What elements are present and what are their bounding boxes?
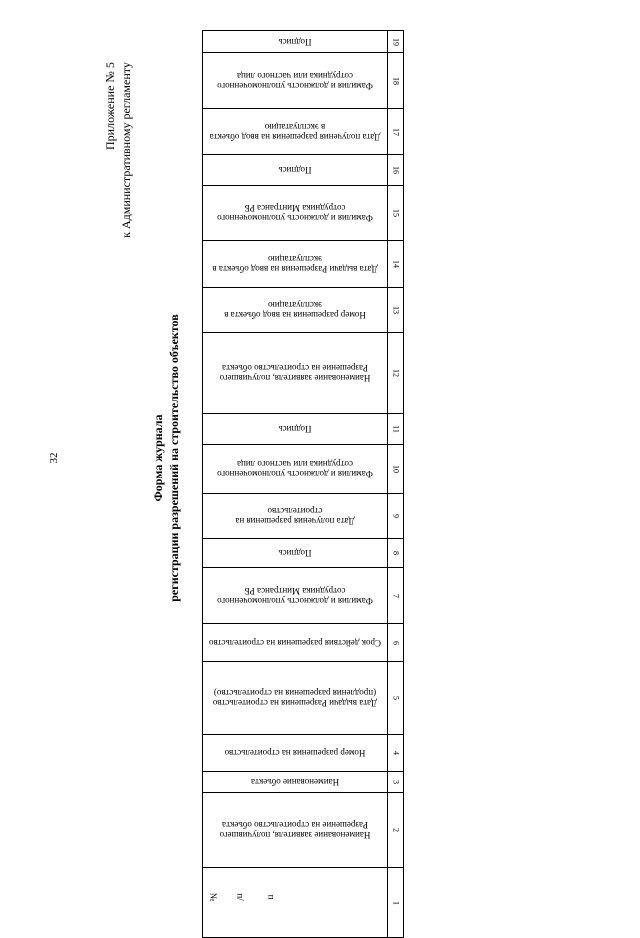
column-number: 16 [388,155,404,186]
column-number: 18 [388,53,404,109]
table-row [203,31,404,53]
column-number: 5 [388,662,404,735]
header-cell: Фамилия и должность уполномоченного сотрудника или частного лица [203,445,388,494]
header-cell: Фамилия и должность уполномоченного сотрудника Минтранса РБ [203,568,388,624]
number-column-header: № п/ п [208,892,277,902]
header-cell: Срок действия разрешения на строительство [203,624,388,662]
page-number: 32 [48,452,60,464]
table-row [203,568,404,624]
table-row [203,241,404,288]
header-cell: Номер разрешения на строительство [203,735,388,772]
table-row [203,624,404,662]
header-cell: Фамилия и должность уполномоченного сотрудника или частного лица [203,53,388,109]
column-number: 8 [388,539,404,568]
column-number: 1 [388,868,404,938]
appendix-line-2: к Административному регламенту [119,62,133,238]
column-number: 7 [388,568,404,624]
form-title-line-1: Форма журнала [151,414,165,502]
column-number: 12 [388,333,404,414]
table-row [203,868,404,938]
table-row [203,414,404,445]
table-row [203,53,404,109]
journal-table-wrap [202,30,403,905]
form-title-line-2: регистрации разрешений на строительство объектов [167,314,181,602]
table-row [203,288,404,333]
column-number: 17 [388,109,404,155]
column-number: 10 [388,445,404,494]
appendix-line-1: Приложение № 5 [103,62,117,151]
column-number: 6 [388,624,404,662]
column-number: 2 [388,793,404,868]
header-cell: Подпись [203,31,388,53]
table-row [203,186,404,241]
header-cell: Фамилия и должность уполномоченного сотрудника Минтранса РБ [203,186,388,241]
header-cell: Подпись [203,414,388,445]
column-number: 15 [388,186,404,241]
column-number: 9 [388,494,404,539]
table-row [203,155,404,186]
table-row [203,735,404,772]
column-number: 11 [388,414,404,445]
column-number: 19 [388,31,404,53]
table-row [203,494,404,539]
header-cell: Номер разрешения на ввод объекта в эксплуатацию [203,288,388,333]
header-cell: Дата получения разрешения на ввод объекта в эксплуатацию [203,109,388,155]
header-cell: Подпись [203,539,388,568]
header-cell: Наименование заявителя, получившего Разрешение на строительство объекта [203,793,388,868]
table-row [203,445,404,494]
table-row [203,109,404,155]
header-cell: Дата выдачи Разрешения на ввод объекта в эксплуатацию [203,241,388,288]
column-number: 13 [388,288,404,333]
column-number: 3 [388,772,404,793]
table-row [203,539,404,568]
header-cell [203,868,388,938]
journal-table [202,30,404,938]
header-cell: Дата получения разрешения на строительство [203,494,388,539]
table-row [203,793,404,868]
column-number: 14 [388,241,404,288]
table-row [203,662,404,735]
header-cell: Наименование объекта [203,772,388,793]
table-row [203,772,404,793]
header-cell: Подпись [203,155,388,186]
table-row [203,333,404,414]
header-cell: Дата выдачи Разрешения на строительство (продления разрешения на строительство) [203,662,388,735]
column-number: 4 [388,735,404,772]
header-cell: Наименование заявителя, получившего Разрешение на строительство объекта [203,333,388,414]
